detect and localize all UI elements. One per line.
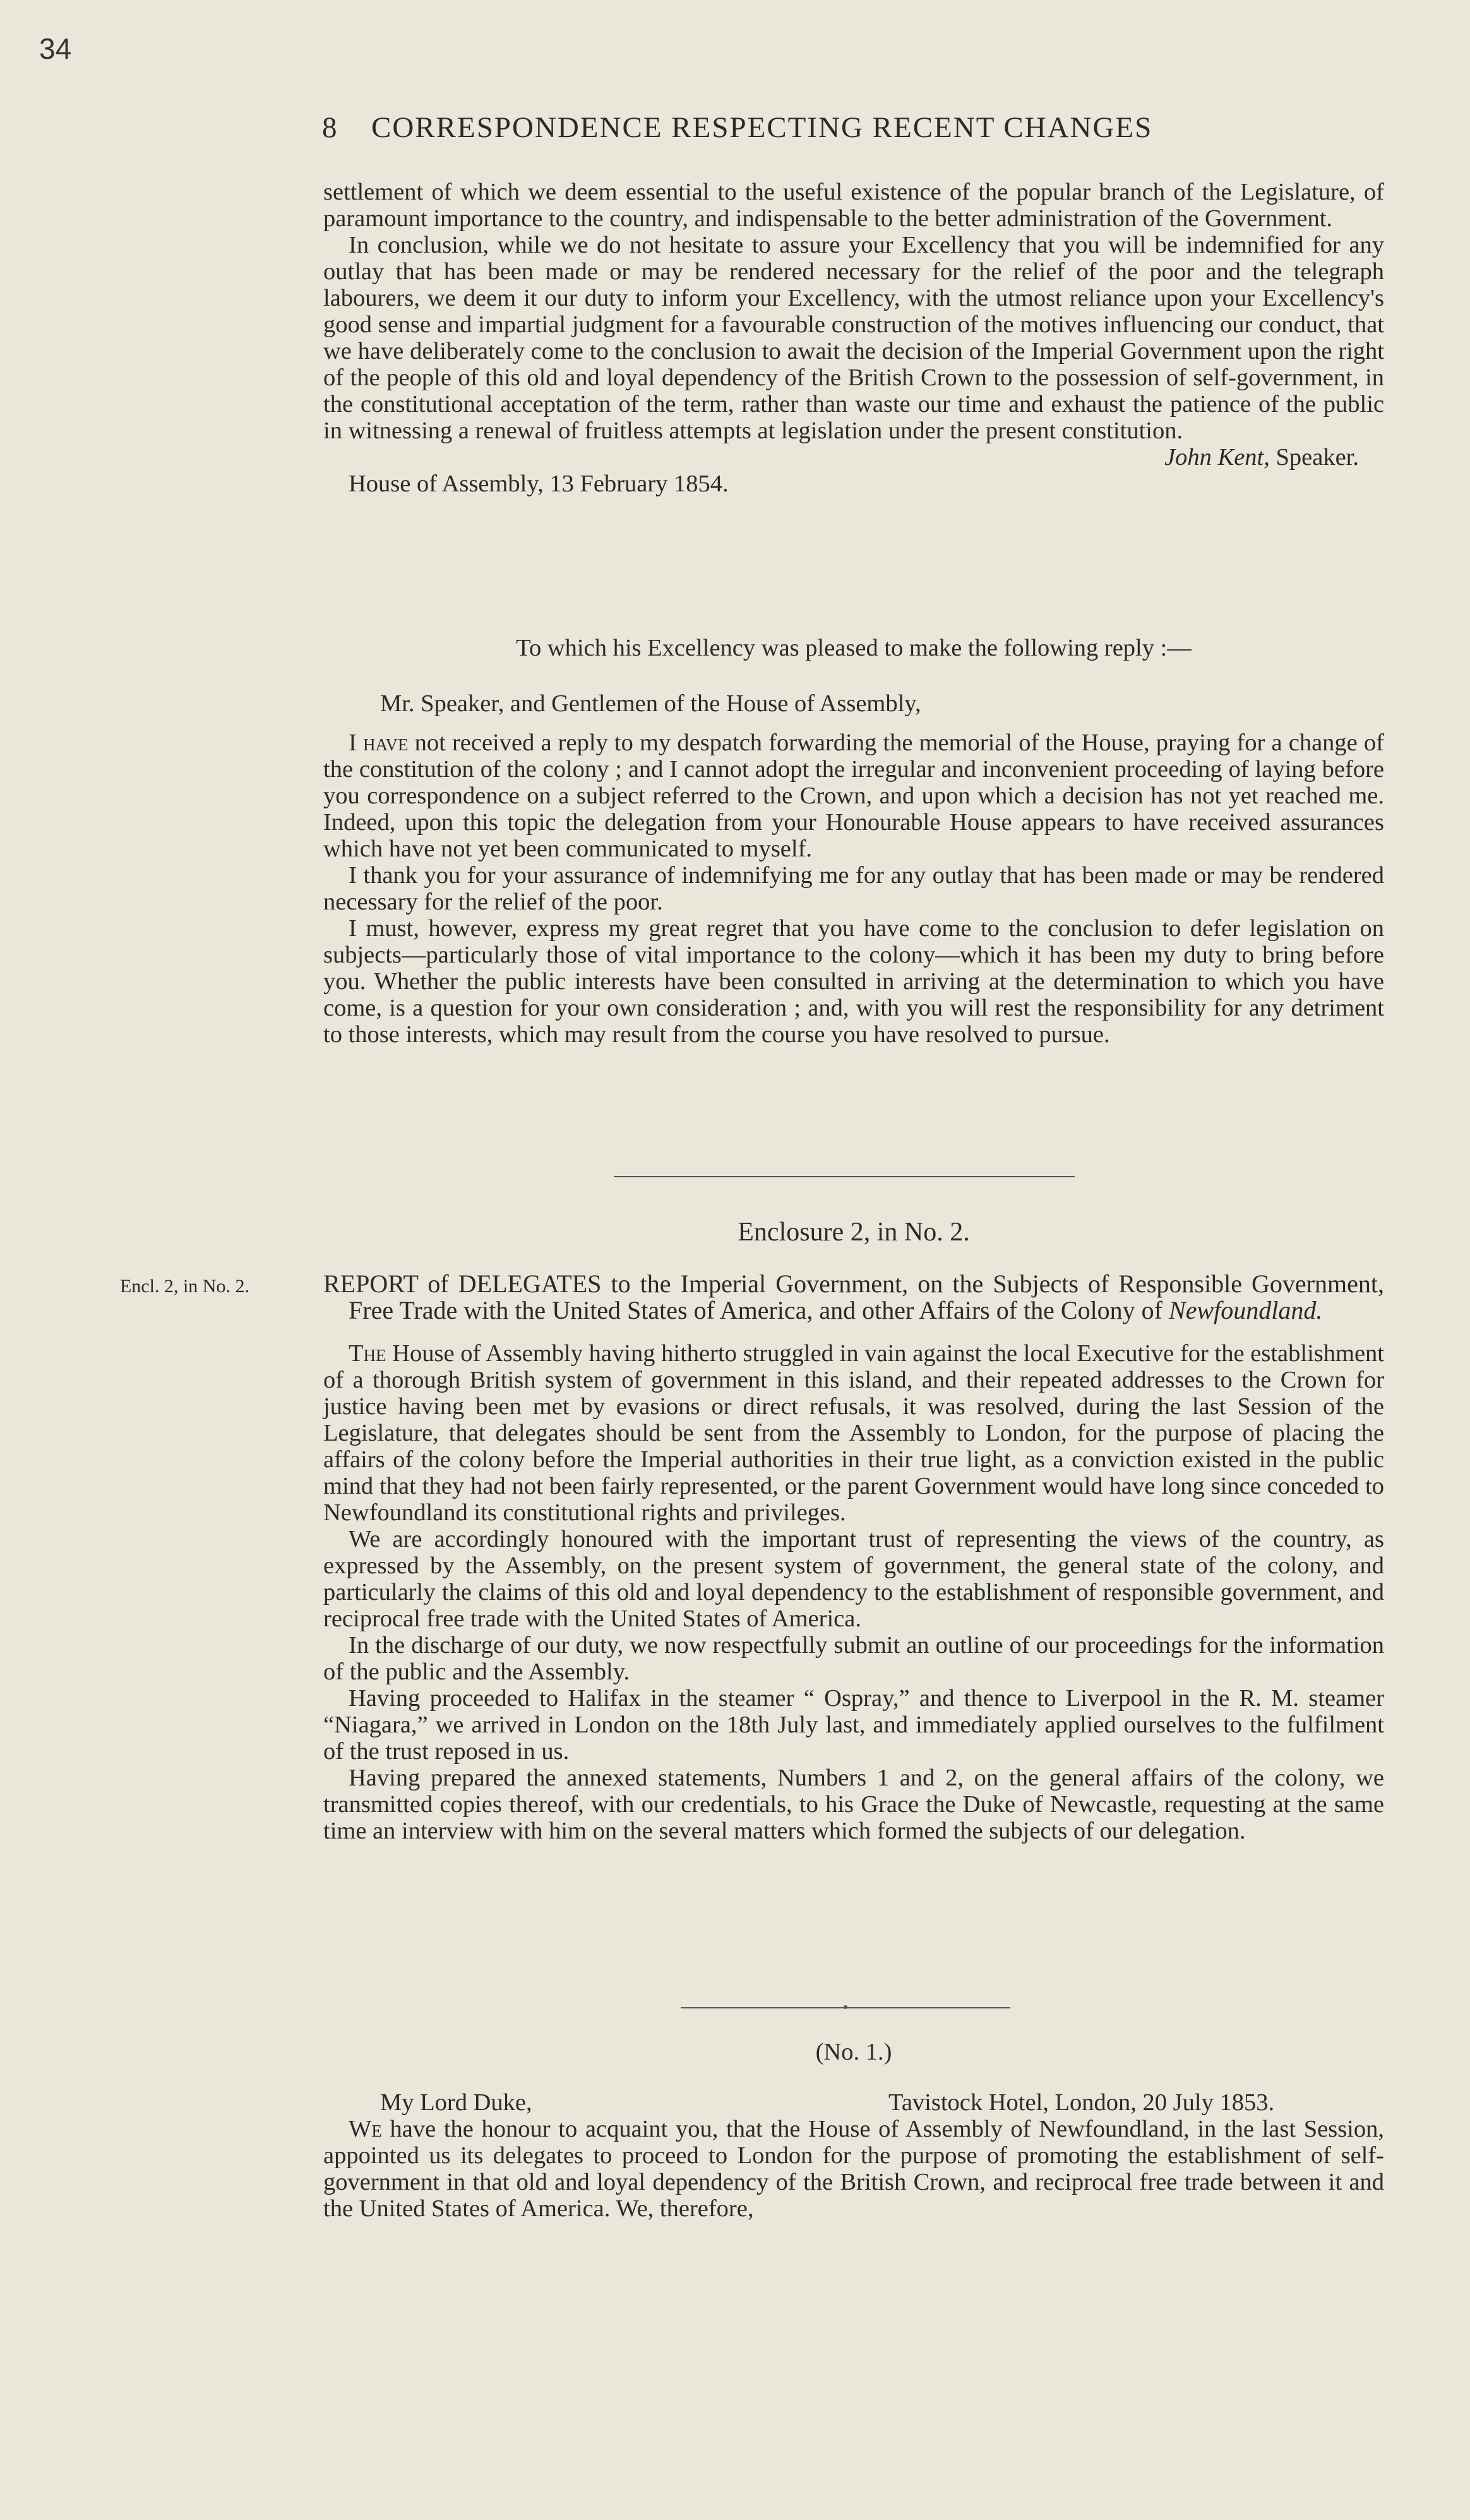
signature-name: John Kent, — [1164, 444, 1270, 471]
address-paragraph-2: In conclusion, while we do not hesitate to assure your Excellency that you will be indemnified for any outlay that has been made or may be rendered necessary for the relief of the poor and the telegraph labourers, we deem it our duty to inform your Excellency, with the utmost reliance upon your Excellency's good sense and impartial judgment for a favourable construction of the motives influencing our conduct, that we have deliberately come to the conclusion to await the decision of the Imperial Government upon the right of the people of this old and loyal dependency of the British Crown to the possession of self-government, in the constitutional acceptation of the term, rather than waste our time and exhaust the patience of the public in witnessing a renewal of fruitless attempts at legislation under the present constitution. — [323, 232, 1384, 444]
enclosure-heading: Enclosure 2, in No. 2. — [738, 1218, 970, 1247]
reply-paragraph-2: I thank you for your assurance of indemnifying me for any outlay that has been made or may be rendered necessary for the relief of the poor. — [323, 862, 1384, 915]
letter-first-word: We — [349, 2116, 382, 2142]
report-first-word: The — [349, 1340, 386, 1367]
running-title: CORRESPONDENCE RESPECTING RECENT CHANGES — [371, 111, 1153, 144]
reply-paragraph-1-text: not received a reply to my despatch forwarding the memorial of the House, praying for a change of the constitution of the colony ; and I cannot adopt the irregular and inconvenient proceeding of laying before you correspondence on a subject referred to the Crown, and upon which a decision has not yet reached me. Indeed, upon this topic the delegation from your Honourable House appears to have received assurances which have not yet been communicated to myself. — [323, 729, 1384, 862]
letter-section — [323, 2039, 1384, 2065]
reply-paragraph-3: I must, however, express my great regret that you have come to the conclusion to defer legislation on subjects—particularly those of vital importance to the colony—which it has been my duty to bring before you. Whether the public interests have been consulted in arriving at the determination to which you have come, is a question for your own consideration ; and, with you will rest the responsibility for any detriment to those interests, which may result from the course you have resolved to pursue. — [323, 915, 1384, 1048]
page-number: 8 — [322, 111, 338, 144]
running-header — [322, 111, 1395, 145]
letter-salutation: My Lord Duke, — [380, 2089, 532, 2116]
report-title-text: to the Imperial Government, on the Subjects of Responsible Government, Free Trade with the United States of America, and other Affairs of the Colony of — [349, 1269, 1384, 1324]
report-title-lead: REPORT of DELEGATES — [323, 1269, 602, 1298]
reply-paragraph-1 — [323, 729, 1384, 862]
report-paragraph-1 — [323, 1340, 1384, 1526]
enclosure-heading-block — [323, 1219, 1384, 1245]
enclosure-body — [323, 1271, 1384, 1844]
address-section — [323, 179, 1384, 497]
ornamental-divider — [681, 2005, 1010, 2010]
report-title-colony: Newfoundland. — [1169, 1296, 1323, 1324]
reply-body — [323, 690, 1384, 1048]
reply-salutation: Mr. Speaker, and Gentlemen of the House of Assembly, — [380, 690, 921, 717]
signature-line — [323, 444, 1384, 471]
reply-first-word: I have — [349, 729, 409, 756]
report-paragraph-5: Having prepared the annexed statements, Numbers 1 and 2, on the general affairs of the colony, we transmitted copies thereof, with our credentials, to his Grace the Duke of Newcastle, requesting at the same time an interview with him on the several matters which formed the subjects of our delegation. — [323, 1765, 1384, 1844]
address-paragraph-1: settlement of which we deem essential to the useful existence of the popular branch of the Legislature, of paramount importance to the country, and indispensable to the better administration of the Government. — [323, 179, 1384, 232]
letter-header — [323, 2089, 1384, 2222]
reply-section — [323, 635, 1384, 661]
report-paragraph-1-text: House of Assembly having hitherto struggled in vain against the local Executive for the establishment of a thorough British system of government in this island, and their repeated addresses to the Crown for justice having been met by evasions or direct refusals, it was resolved, during the last Session of the Legislature, that delegates should be sent from the Assembly to London, for the purpose of placing the affairs of the colony before the Imperial authorities in their true light, as a conviction existed in the public mind that they had not been fairly represented, or the parent Government would have long since conceded to Newfoundland its constitutional rights and privileges. — [323, 1340, 1384, 1526]
signature-title: Speaker. — [1276, 444, 1359, 471]
report-paragraph-3: In the discharge of our duty, we now respectfully submit an outline of our proceedings for the information of the public and the Assembly. — [323, 1632, 1384, 1685]
letter-paragraph-1 — [323, 2116, 1384, 2222]
report-paragraph-4: Having proceeded to Halifax in the steamer “ Ospray,” and thence to Liverpool in the R. M. steamer “Niagara,” we arrived in London on the 18th July last, and immediately applied ourselves to the fulfilment of the trust reposed in us. — [323, 1685, 1384, 1765]
place-date: House of Assembly, 13 February 1854. — [349, 471, 729, 497]
margin-note: Encl. 2, in No. 2. — [120, 1276, 249, 1297]
reply-intro: To which his Excellency was pleased to make the following reply :— — [516, 635, 1192, 661]
report-paragraph-2: We are accordingly honoured with the important trust of representing the views of the country, as expressed by the Assembly, on the present system of government, the general state of the colony, and particularly the claims of this old and loyal dependency to the establishment of responsible government, and reciprocal free trade with the United States of America. — [323, 1526, 1384, 1632]
letter-address-date: Tavistock Hotel, London, 20 July 1853. — [888, 2089, 1275, 2116]
scan-page-number: 34 — [39, 32, 72, 65]
section-divider — [614, 1176, 1075, 1177]
letter-number: (No. 1.) — [815, 2039, 892, 2065]
letter-salutation-line — [323, 2089, 1384, 2116]
letter-paragraph-1-text: have the honour to acquaint you, that the House of Assembly of Newfoundland, in the last Session, appointed us its delegates to proceed to London for the purpose of promoting the establishment of self-government in that old and loyal dependency of the British Crown, and reciprocal free trade between it and the United States of America. We, therefore, — [323, 2116, 1384, 2222]
report-title — [323, 1271, 1384, 1324]
